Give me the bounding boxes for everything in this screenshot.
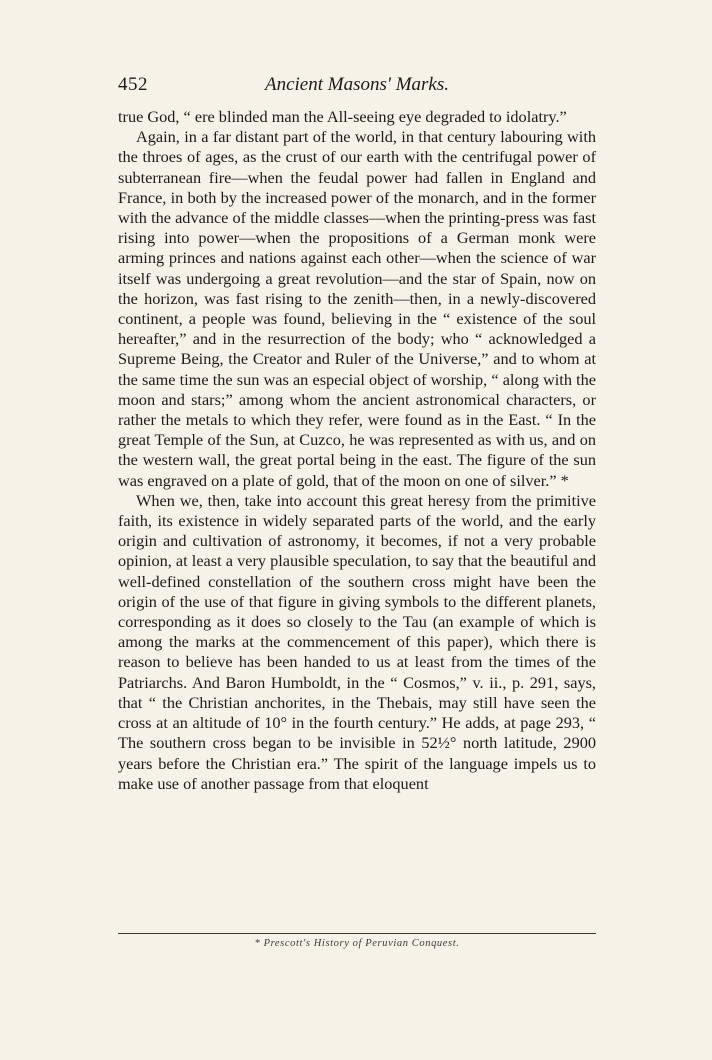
body-text — [118, 107, 596, 794]
page-number: 452 — [118, 74, 148, 95]
footnote-divider — [118, 933, 596, 934]
paragraph-peru: Again, in a far distant part of the world, in that century labouring with the throes of ages, as the crust of our earth with the centrifugal power of subterranean fire—when the feudal power had fallen in England and France, in both by the increased power of the monarch, and in the former with the advance of the middle classes—when the printing-press was fast rising into power—when the propositions of a German monk were arming princes and nations against each other—when the science of war itself was undergoing a great revolution—and the star of Spain, now on the horizon, was fast rising to the zenith—then, in a newly-discovered continent, a people was found, believing in the “ existence of the soul hereafter,” and in the resurrection of the body; who “ acknowledged a Supreme Being, the Creator and Ruler of the Universe,” and to whom at the same time the sun was an especial object of worship, “ along with the moon and stars;” among whom the ancient astronomical characters, or rather the metals to which they refer, were found as in the East. “ In the great Temple of the Sun, at Cuzco, he was represented as with us, and on the western wall, the great portal being in the east. The figure of the sun was engraved on a plate of gold, that of the moon on one of silver.” * — [118, 127, 596, 490]
page-header — [118, 74, 596, 104]
footnote: * Prescott's History of Peruvian Conquest. — [254, 938, 460, 949]
paragraph-southern-cross: When we, then, take into account this great heresy from the primitive faith, its existence in widely separated parts of the world, and the early origin and cultivation of astronomy, it becomes, if not a very probable opinion, at least a very plausible speculation, to say that the beautiful and well-defined constellation of the southern cross might have been the origin of the use of that figure in giving symbols to the different planets, corresponding as it does so closely to the Tau (an example of which is among the marks at the commencement of this paper), which there is reason to believe has been handed to us at least from the times of the Patriarchs. And Baron Humboldt, in the “ Cosmos,” v. ii., p. 291, says, that “ the Christian anchorites, in the Thebais, may still have seen the cross at an altitude of 10° in the fourth century.” He adds, at page 293, “ The southern cross began to be invisible in 52½° north latitude, 2900 years before the Christian era.” The spirit of the language impels us to make use of another passage from that eloquent — [118, 490, 596, 793]
running-title: Ancient Masons' Marks. — [264, 74, 449, 95]
paragraph-continuation: true God, “ ere blinded man the All-seeing eye degraded to idolatry.” — [118, 107, 567, 126]
